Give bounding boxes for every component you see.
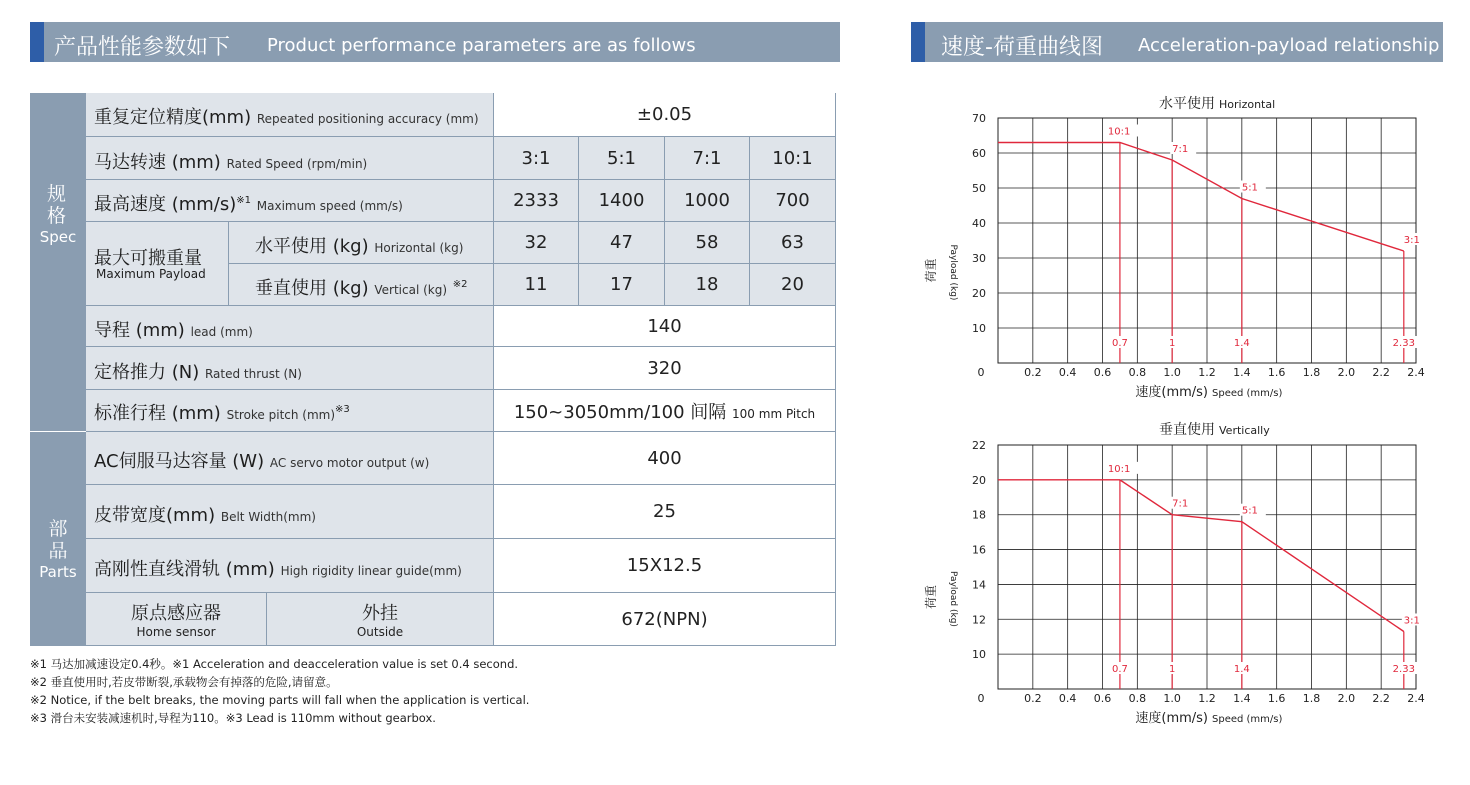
vertical-y-tick: 16 [972,543,986,557]
thrust-label-cn: 定格推力 (N) [94,362,200,383]
vertical-10-1: 20 [750,264,836,306]
home-sensor-type-en: Outside [356,625,404,639]
vertical-x-tick: 0.4 [1058,692,1077,705]
vertical-speed-marker-label: 2.33 [1392,664,1415,675]
horizontal-y-tick: 20 [972,287,986,300]
horizontal-y-label-cn: 荷重 [924,258,938,283]
max-speed-note: ※1 [236,195,252,206]
horizontal-y-tick: 60 [972,147,986,160]
stroke-value-small: 100 mm Pitch [732,406,816,421]
rated-speed-label-en: Rated Speed (rpm/min) [226,157,368,171]
spec-group-en: Spec [39,228,77,246]
horizontal-x-tick: 0.8 [1128,366,1147,379]
vertical-x-tick: 1.8 [1302,692,1321,705]
parts-group-cn: 部品 [48,518,68,562]
horizontal-x-tick: 2.4 [1407,366,1425,379]
vertical-y-tick: 18 [972,508,986,522]
vertical-y-tick: 22 [972,439,986,452]
guide-label-cn: 高刚性直线滑轨 (mm) [94,559,275,580]
lead-value: 140 [494,306,836,347]
footnote-1: ※1 马达加减速设定0.4秒。※1 Acceleration and deacceleration value is set 0.4 second. [30,657,519,671]
stroke-value: 150~3050mm/100 间隔 [513,401,727,423]
vertical-payload-line [998,480,1404,632]
max-speed-7-1: 1000 [665,180,750,222]
home-sensor-cn: 原点感应器 [131,603,221,624]
horizontal-speed-marker-label: 1 [1168,338,1176,349]
horizontal-x-label-cn: 速度(mm/s) [1135,385,1208,400]
motor-value: 400 [494,432,836,485]
vertical-label-en: Vertical (kg) [374,283,448,297]
horizontal-x-tick: 1.2 [1198,366,1216,379]
vertical-chart-title-cn: 垂直使用 [1159,422,1215,438]
thrust-label-en: Rated thrust (N) [204,367,302,381]
horizontal-x-tick: 2.0 [1337,366,1356,379]
rated-speed-5-1: 5:1 [579,137,665,180]
vertical-x-label-cn: 速度(mm/s) [1135,711,1208,726]
horizontal-chart-title-cn: 水平使用 [1159,96,1215,112]
vertical-x-tick: 1.2 [1198,692,1216,705]
vertical-3-1: 11 [494,264,579,306]
horizontal-ratio-label: 10:1 [1107,126,1131,138]
vertical-x-tick: 2.2 [1372,692,1390,705]
max-payload-label-en: Maximum Payload [96,267,206,281]
left-banner-title-en: Product performance parameters are as follows [267,35,696,56]
max-speed-label-cn: 最高速度 (mm/s) [94,194,237,215]
home-sensor-value: 672(NPN) [494,593,836,646]
vertical-speed-marker-label: 0.7 [1111,664,1128,675]
right-banner-title-cn: 速度-荷重曲线图 [941,35,1103,60]
vertical-y-tick: 20 [972,473,986,487]
vertical-speed-marker-label: 1.4 [1233,664,1250,675]
horizontal-10-1: 63 [750,222,836,264]
belt-value: 25 [494,485,836,539]
vertical-x-tick: 1.6 [1267,692,1286,705]
vertical-x-label-en: Speed (mm/s) [1212,714,1283,725]
horizontal-y-tick: 50 [972,182,986,195]
accuracy-value: ±0.05 [494,93,836,137]
horizontal-x-tick: 2.2 [1372,366,1390,379]
horizontal-x-tick: 0 [977,366,985,379]
stroke-label-en: Stroke pitch (mm) [226,408,336,422]
vertical-speed-marker-label: 1 [1168,664,1176,675]
horizontal-x-tick: 0.4 [1058,366,1077,379]
max-speed-5-1: 1400 [579,180,665,222]
max-speed-label-en: Maximum speed (mm/s) [256,199,403,213]
home-sensor-type-cn: 外挂 [362,603,398,624]
horizontal-label-cn: 水平使用 (kg) [255,236,369,257]
horizontal-x-tick: 0.2 [1024,366,1042,379]
parts-group-en: Parts [39,563,77,581]
footnote-2-en: ※2 Notice, if the belt breaks, the moving parts will fall when the application is vertical. [30,693,530,707]
vertical-ratio-label: 3:1 [1403,615,1420,627]
vertical-x-tick: 0 [977,692,985,705]
footnote-2: ※2 垂直使用时,若皮带断裂,承载物会有掉落的危险,请留意。 [30,675,338,689]
horizontal-chart-title-en: Horizontal [1219,98,1276,111]
horizontal-x-tick: 1.0 [1163,366,1181,379]
rated-speed-3-1: 3:1 [494,137,579,180]
vertical-x-tick: 0.6 [1093,692,1112,705]
left-banner-title-cn: 产品性能参数如下 [54,35,231,60]
belt-label-en: Belt Width(mm) [220,510,316,524]
accuracy-label-en: Repeated positioning accuracy (mm) [256,112,479,126]
vertical-y-tick: 12 [972,613,986,627]
vertical-ratio-label: 10:1 [1107,463,1131,475]
horizontal-ratio-label: 7:1 [1172,144,1189,155]
vertical-5-1: 17 [579,264,665,306]
horizontal-x-tick: 1.8 [1302,366,1321,379]
vertical-x-tick: 0.2 [1024,692,1042,705]
vertical-ratio-label: 7:1 [1172,498,1189,510]
horizontal-y-label-en: Payload (kg) [948,244,958,301]
horizontal-label-en: Horizontal (kg) [374,241,464,255]
horizontal-x-tick: 1.6 [1267,366,1286,379]
right-banner-title-en: Acceleration-payload relationship [1138,35,1440,56]
horizontal-speed-marker-label: 1.4 [1233,338,1250,349]
lead-label-en: lead (mm) [190,325,253,339]
vertical-x-tick: 0.8 [1128,692,1147,705]
rated-speed-label-cn: 马达转速 (mm) [94,152,221,173]
vertical-label-cn: 垂直使用 (kg) [255,278,369,299]
accuracy-label-cn: 重复定位精度(mm) [94,107,252,128]
horizontal-y-tick: 30 [972,252,986,265]
horizontal-ratio-label: 3:1 [1403,235,1420,246]
horizontal-x-tick: 1.4 [1233,366,1251,379]
rated-speed-10-1: 10:1 [750,137,836,180]
belt-label-cn: 皮带宽度(mm) [94,505,216,526]
horizontal-speed-marker-label: 0.7 [1111,338,1128,349]
vertical-x-tick: 1.4 [1233,692,1251,705]
vertical-x-tick: 1.0 [1163,692,1181,705]
lead-label-cn: 导程 (mm) [94,320,185,341]
vertical-y-tick: 14 [972,578,986,592]
thrust-value: 320 [494,347,836,390]
rated-speed-7-1: 7:1 [665,137,750,180]
horizontal-5-1: 47 [579,222,665,264]
guide-value: 15X12.5 [494,539,836,593]
vertical-chart-title-en: Vertically [1219,424,1270,437]
home-sensor-en: Home sensor [136,625,216,639]
vertical-x-tick: 2.4 [1407,692,1425,705]
horizontal-7-1: 58 [665,222,750,264]
vertical-x-tick: 2.0 [1337,692,1356,705]
horizontal-x-tick: 0.6 [1093,366,1112,379]
vertical-y-label-en: Payload (kg) [948,571,958,627]
footnote-3: ※3 滑台未安装减速机时,导程为110。※3 Lead is 110mm without gearbox. [30,711,436,725]
motor-label-cn: AC伺服马达容量 (W) [94,451,265,472]
horizontal-y-tick: 70 [972,112,986,125]
max-speed-10-1: 700 [750,180,836,222]
stroke-note: ※3 [335,404,350,415]
spec-group-cn: 规格 [47,183,81,227]
max-speed-3-1: 2333 [494,180,579,222]
horizontal-3-1: 32 [494,222,579,264]
horizontal-speed-marker-label: 2.33 [1392,338,1415,349]
vertical-note: ※2 [452,279,468,290]
motor-label-en: AC servo motor output (w) [269,456,430,470]
horizontal-y-tick: 10 [972,322,986,335]
vertical-y-label-cn: 荷重 [924,584,938,610]
vertical-ratio-label: 5:1 [1241,505,1258,517]
guide-label-en: High rigidity linear guide(mm) [280,564,462,578]
horizontal-y-tick: 40 [972,217,986,230]
horizontal-x-label-en: Speed (mm/s) [1212,388,1283,399]
vertical-7-1: 18 [665,264,750,306]
stroke-label-cn: 标准行程 (mm) [94,403,221,424]
max-payload-label-cn: 最大可搬重量 [94,248,202,269]
horizontal-payload-line [998,143,1404,252]
horizontal-ratio-label: 5:1 [1241,182,1258,194]
vertical-y-tick: 10 [972,648,986,662]
